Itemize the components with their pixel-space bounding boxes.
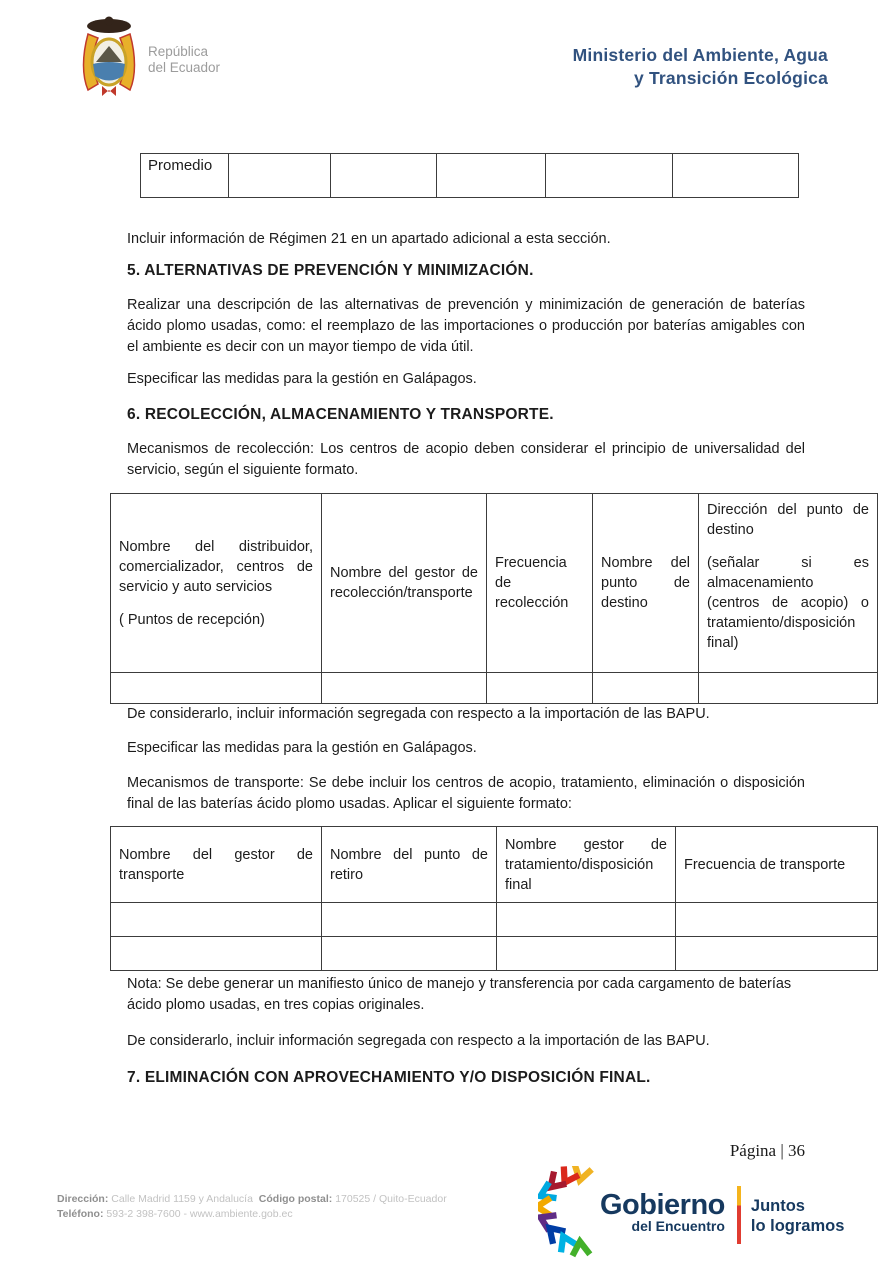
section-7-heading: 7. ELIMINACIÓN CON APROVECHAMIENTO Y/O DISPOSICIÓN FINAL. xyxy=(127,1069,651,1086)
transport-table xyxy=(110,826,878,971)
footer-contact-info xyxy=(57,1192,447,1221)
collection-header-punto-destino: Nombre del punto de destino xyxy=(593,494,699,673)
paragraph-nota: Nota: Se debe generar un manifiesto único de manejo y transferencia por cada cargamento de baterías ácido plomo usadas, en tres copias originales. xyxy=(127,976,792,1013)
republic-name xyxy=(148,44,220,76)
gobierno-subtitle: del Encuentro xyxy=(631,1218,725,1234)
transport-empty-cell xyxy=(497,937,676,971)
collection-header-row xyxy=(111,494,878,673)
promedio-row xyxy=(141,154,799,198)
transport-empty-cell xyxy=(111,937,322,971)
ecuador-coat-of-arms-icon xyxy=(78,14,140,106)
paragraph-galapagos-1: Especificar las medidas para la gestión en Galápagos. xyxy=(127,371,477,387)
republic-header xyxy=(78,14,220,106)
promedio-label-cell: Promedio xyxy=(141,154,229,198)
section-6-heading: 6. RECOLECCIÓN, ALMACENAMIENTO Y TRANSPORTE. xyxy=(127,406,554,423)
footer-address-label: Dirección: xyxy=(57,1193,109,1205)
transport-empty-cell xyxy=(676,903,878,937)
logo-tagline xyxy=(751,1196,845,1236)
logo-tagline-line2: lo logramos xyxy=(750,1217,845,1235)
paragraph-mecanismos-transporte: Mecanismos de transporte: Se debe incluir los centros de acopio, tratamiento, eliminación o disposición final de las baterías ácido plomo usadas. Aplicar el siguiente formato: xyxy=(127,775,805,812)
collection-header-direccion xyxy=(699,494,878,673)
collection-empty-cell xyxy=(593,673,699,704)
promedio-empty-cell xyxy=(437,154,546,198)
promedio-empty-cell xyxy=(673,154,799,198)
footer-phone-label: Teléfono: xyxy=(57,1207,104,1220)
transport-empty-row xyxy=(111,903,878,937)
promedio-empty-cell xyxy=(229,154,331,198)
republic-name-line1: República xyxy=(148,44,209,59)
transport-header-tratamiento: Nombre gestor de tratamiento/disposición final xyxy=(497,827,676,903)
ministry-line1: Ministerio del Ambiente, Agua xyxy=(572,45,828,65)
section-5-heading: 5. ALTERNATIVAS DE PREVENCIÓN Y MINIMIZACIÓN. xyxy=(127,262,534,279)
footer-postal-value: 170525 / Quito-Ecuador xyxy=(335,1193,447,1205)
transport-empty-cell xyxy=(497,903,676,937)
transport-empty-cell xyxy=(322,937,497,971)
ministry-line2: y Transición Ecológica xyxy=(633,68,828,88)
collection-header-distribuidor-text: Nombre del distribuidor, comercializador, centros de servicio y auto servicios xyxy=(119,538,313,595)
collection-table xyxy=(110,493,878,704)
collection-header-distribuidor xyxy=(111,494,322,673)
transport-empty-cell xyxy=(111,903,322,937)
footer-phone-line xyxy=(57,1207,447,1222)
collection-header-gestor: Nombre del gestor de recolección/transporte xyxy=(322,494,487,673)
logo-divider xyxy=(737,1186,741,1244)
gobierno-title: Gobierno xyxy=(600,1189,725,1221)
footer-address-value: Calle Madrid 1159 y Andalucía xyxy=(111,1193,253,1205)
chevron-fan-icon xyxy=(538,1166,596,1258)
cell-spacer xyxy=(119,597,313,610)
cell-spacer xyxy=(707,540,869,553)
promedio-empty-cell xyxy=(331,154,437,198)
footer-address-line xyxy=(57,1192,447,1207)
paragraph-galapagos-2: Especificar las medidas para la gestión en Galápagos. xyxy=(127,740,477,756)
paragraph-bapu-2: De considerarlo, incluir información segregada con respecto a la importación de las BAPU. xyxy=(127,1033,710,1049)
collection-header-direccion-note: (señalar si es almacenamiento (centros de acopio) o tratamiento/disposición final) xyxy=(707,555,869,651)
collection-empty-cell xyxy=(487,673,593,704)
page-number: Página | 36 xyxy=(729,1141,805,1160)
paragraph-bapu-1: De considerarlo, incluir información segregada con respecto a la importación de las BAPU. xyxy=(127,706,710,722)
transport-header-frecuencia: Frecuencia de transporte xyxy=(676,827,878,903)
transport-empty-cell xyxy=(322,903,497,937)
transport-header-punto-retiro: Nombre del punto de retiro xyxy=(322,827,497,903)
promedio-empty-cell xyxy=(546,154,673,198)
collection-header-direccion-text: Dirección del punto de destino xyxy=(707,502,869,538)
transport-header-gestor: Nombre del gestor de transporte xyxy=(111,827,322,903)
transport-header-row xyxy=(111,827,878,903)
promedio-table xyxy=(140,153,799,198)
transport-empty-row xyxy=(111,937,878,971)
logo-tagline-line1: Juntos xyxy=(750,1197,805,1215)
ministry-wordmark xyxy=(573,44,828,90)
paragraph-alternativas: Realizar una descripción de las alternativas de prevención y minimización de generación de baterías ácido plomo usadas, como: el reemplazo de las importaciones o producción por baterías amigables con el ambiente es decir con un mayor tiempo de vida útil. xyxy=(127,297,805,355)
footer-postal-label: Código postal: xyxy=(258,1193,333,1205)
collection-empty-cell xyxy=(111,673,322,704)
gobierno-del-encuentro-logo xyxy=(538,1166,844,1258)
paragraph-mecanismos-recoleccion: Mecanismos de recolección: Los centros de acopio deben considerar el principio de universalidad del servicio, según el siguiente formato. xyxy=(127,441,805,478)
paragraph-regimen: Incluir información de Régimen 21 en un apartado adicional a esta sección. xyxy=(127,231,611,247)
collection-empty-cell xyxy=(699,673,878,704)
collection-header-frecuencia: Frecuencia de recolección xyxy=(487,494,593,673)
collection-empty-row xyxy=(111,673,878,704)
footer-phone-value: 593-2 398-7600 - www.ambiente.gob.ec xyxy=(106,1207,293,1220)
collection-empty-cell xyxy=(322,673,487,704)
republic-name-line2: del Ecuador xyxy=(148,60,221,75)
gobierno-wordmark xyxy=(600,1191,725,1233)
transport-empty-cell xyxy=(676,937,878,971)
collection-header-puntos-recepcion: ( Puntos de recepción) xyxy=(119,611,265,628)
